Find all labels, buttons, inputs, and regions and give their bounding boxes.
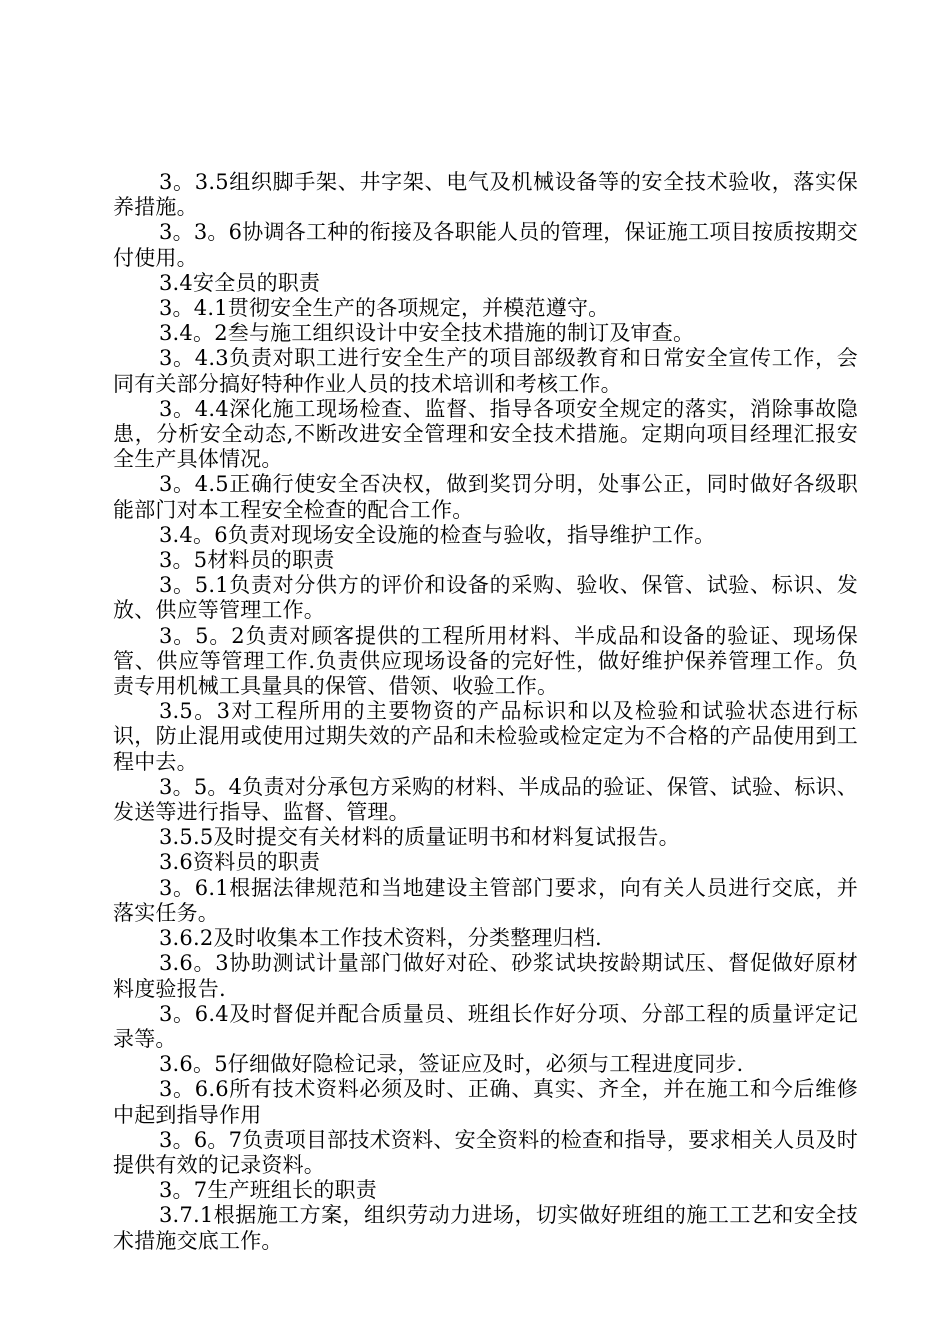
section-heading-3-5: 3。5材料员的职责	[159, 548, 335, 573]
document-body	[113, 170, 858, 1254]
paragraph-3-4-6: 3.4。6负责对现场安全设施的检查与验收，指导维护工作。	[159, 522, 716, 547]
paragraph-3-3-6: 3。3。6协调各工种的衔接及各职能人员的管理，保证施工项目按质按期交付使用。	[113, 220, 858, 270]
paragraph-3-4-3: 3。4.3负责对职工进行安全生产的项目部级教育和日常安全宣传工作，会同有关部分搞好特种作业人员的技术培训和考核工作。	[113, 346, 858, 396]
paragraph-3-6-6: 3。6.6所有技术资料必须及时、正确、真实、齐全，并在施工和今后维修中起到指导作用	[113, 1077, 858, 1127]
paragraph-3-6-3: 3.6。3协助测试计量部门做好对砼、砂浆试块按龄期试压、督促做好原材料度验报告.	[113, 951, 858, 1001]
paragraph-3-6-1: 3。6.1根据法律规范和当地建设主管部门要求，向有关人员进行交底，并落实任务。	[113, 875, 858, 925]
paragraph-3-6-7: 3。6。7负责项目部技术资料、安全资料的检查和指导，要求相关人员及时提供有效的记录资料。	[113, 1127, 858, 1177]
paragraph-3-4-1: 3。4.1贯彻安全生产的各项规定，并模范遵守。	[159, 296, 610, 321]
paragraph-3-4-2: 3.4。2叁与施工组织设计中安全技术措施的制订及审查。	[159, 321, 695, 346]
paragraph-3-4-4: 3。4.4深化施工现场检查、监督、指导各项安全规定的落实，消除事故隐患，分析安全动态,不断改进安全管理和安全技术措施。定期向项目经理汇报安全生产具体情况。	[113, 396, 858, 472]
paragraph-3-5-3: 3.5。3对工程所用的主要物资的产品标识和以及检验和试验状态进行标识，防止混用或使用过期失效的产品和未检验或检定定为不合格的产品使用到工程中去。	[113, 699, 858, 774]
paragraph-3-5-4: 3。5。4负责对分承包方采购的材料、半成品的验证、保管、试验、标识、发送等进行指导、监督、管理。	[113, 774, 858, 825]
section-heading-3-6: 3.6资料员的职责	[159, 850, 321, 875]
paragraph-3-5-2: 3。5。2负责对顾客提供的工程所用材料、半成品和设备的验证、现场保管、供应等管理工作.负责供应现场设备的完好性，做好维护保养管理工作。负责专用机械工具量具的保管、借领、收验工作。	[113, 623, 858, 699]
paragraph-3-5-5: 3.5.5及时提交有关材料的质量证明书和材料复试报告。	[159, 825, 680, 850]
paragraph-3-7-1: 3.7.1根据施工方案，组织劳动力进场，切实做好班组的施工工艺和安全技术措施交底工作。	[113, 1203, 858, 1253]
paragraph-3-4-5: 3。4.5正确行使安全否决权，做到奖罚分明，处事公正，同时做好各级职能部门对本工程安全检查的配合工作。	[113, 472, 858, 522]
paragraph-3-6-2: 3.6.2及时收集本工作技术资料，分类整理归档.	[159, 926, 602, 951]
section-heading-3-7: 3。7生产班组长的职责	[159, 1178, 377, 1203]
paragraph-3-6-4: 3。6.4及时督促并配合质量员、班组长作好分项、分部工程的质量评定记录等。	[113, 1001, 858, 1051]
paragraph-3-6-5: 3.6。5仔细做好隐检记录，签证应及时，必须与工程进度同步.	[159, 1052, 744, 1077]
section-heading-3-4: 3.4安全员的职责	[159, 270, 321, 295]
paragraph-3-3-5: 3。3.5组织脚手架、井字架、电气及机械设备等的安全技术验收，落实保养措施。	[113, 170, 858, 220]
paragraph-3-5-1: 3。5.1负责对分供方的评价和设备的采购、验收、保管、试验、标识、发放、供应等管理工作。	[113, 573, 858, 623]
